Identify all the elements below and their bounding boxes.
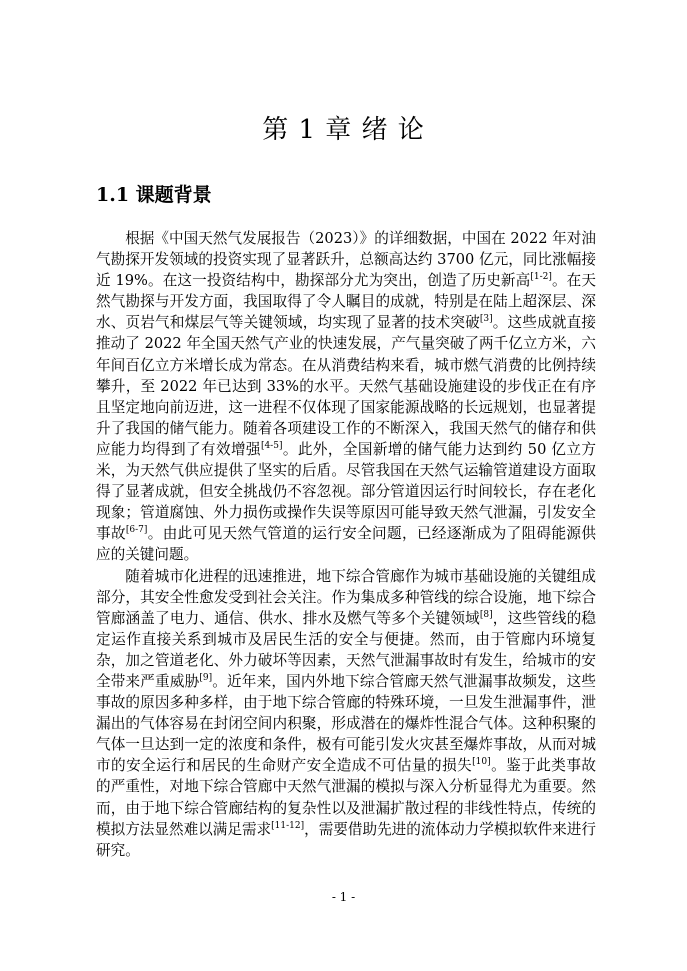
text-run: 。近年来，国内外地下综合管廊天然气泄漏事故频发，这些事故的原因多种多样，由于地下综合管廊的特殊环境，一旦发生泄漏事件，泄漏出的气体容易在封闭空间内积聚，形成潜在的爆炸性混合气体。这种积聚的气体一旦达到一定的浓度和条件，极有可能引发火灾甚至爆炸事故，从而对城市的安全运行和居民的生命财产安全造成不可估量的损失 (96, 672, 596, 775)
citation: [6-7] (125, 525, 148, 536)
section-title: 1.1 课题背景 (96, 184, 212, 206)
citation: [1-2] (530, 272, 552, 283)
text-run: 随着城市化进程的迅速推进，地下综合管廊作为城市基础设施的关键组成部分，其安全性愈发受到社会关注。作为集成多种管线的综合设施，地下综合管廊涵盖了电力、通信、供水、排水及燃气等多个关键领域 (96, 567, 596, 627)
text-run: 。在天然气勘探与开发方面，我国取得了令人瞩目的成就，特别是在陆上超深层、深水、页岩气和煤层气等关键领域，均实现了显著的技术突破 (96, 272, 596, 332)
citation: [11-12] (271, 820, 305, 831)
paragraph (96, 566, 596, 861)
text-run: 。这些成就直接推动了 2022 年全国天然气产业的快速发展，产气量突破了两千亿立方米，六年间百亿立方米增长成为常态。在从消费结构来看，城市燃气消费的比例持续攀升，至 2022 年已达到 33%的水平。天然气基础设施建设的步伐正在有序且坚定地向前迈进，这一进程不仅体现了国家能源战略的长远规划，也显著提升了我国的储气能力。随着各项建设工作的不断深入，我国天然气的储存和供应能力均得到了有效增强 (96, 314, 596, 458)
citation: [9] (199, 673, 213, 684)
citation: [3] (479, 314, 493, 325)
text-run: ，需要借助先进的流体动力学模拟软件来进行研究。 (96, 820, 596, 859)
text-run: 。鉴于此类事故的严重性，对地下综合管廊中天然气泄漏的模拟与深入分析显得尤为重要。然而，由于地下综合管廊结构的复杂性以及泄漏扩散过程的非线性特点，传统的模拟方法显然难以满足需求 (96, 757, 596, 838)
citation: [8] (479, 609, 493, 620)
chapter-title: 第 1 章 绪 论 (262, 115, 425, 145)
text-run: 根据《中国天然气发展报告（2023）》的详细数据，中国在 2022 年对油气勘探开发领域的投资实现了显著跃升，总额高达约 3700 亿元，同比涨幅接近 19%。在这一投资结构中，勘探部分尤为突出，创造了历史新高 (96, 230, 596, 290)
text-run: 。此外，全国新增的储气能力达到约 50 亿立方米，为天然气供应提供了坚实的后盾。尽管我国在天然气运输管道建设方面取得了显著成就，但安全挑战仍不容忽视。部分管道因运行时间较长，存在老化现象；管道腐蚀、外力损伤或操作失误等原因可能导致天然气泄漏，引发安全事故 (96, 440, 596, 543)
citation: [4-5] (260, 441, 283, 452)
text-run: 。由此可见天然气管道的运行安全问题，已经逐渐成为了阻碍能源供应的关键问题。 (96, 525, 596, 564)
paragraph (96, 228, 596, 566)
page-number: - 1 - (331, 890, 356, 904)
text-run: ，这些管线的稳定运作直接关系到城市及居民生活的安全与便捷。然而，由于管廊内环境复杂，加之管道老化、外力破坏等因素，天然气泄漏事故时有发生，给城市的安全带来严重威胁 (96, 609, 596, 690)
citation: [10] (472, 757, 491, 768)
body-text (96, 228, 596, 861)
